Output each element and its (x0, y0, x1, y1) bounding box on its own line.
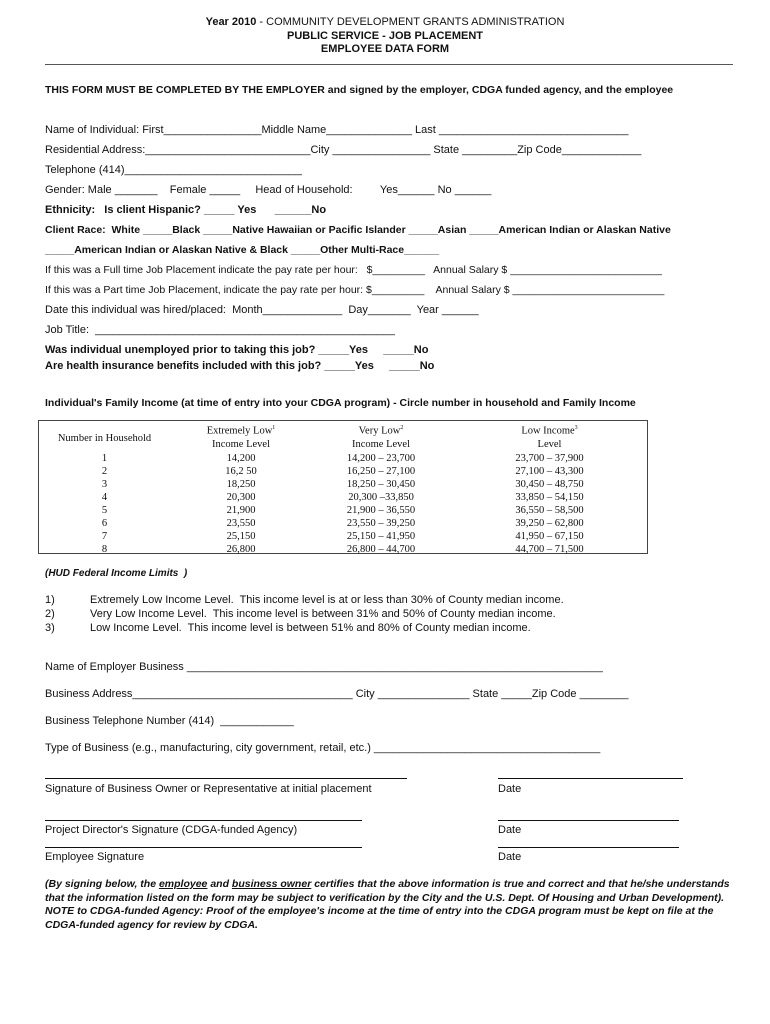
header-low-income: Low Income$^3$ Level (521, 425, 578, 450)
footnote-3-number: 3) (45, 622, 55, 634)
job-title-field[interactable]: Job Title: _________________________________________________ (45, 324, 395, 336)
table-cell: 30,450 – 48,750 (515, 478, 584, 490)
table-row[interactable] (38, 543, 648, 556)
table-cell: 6 (101, 517, 108, 529)
table-cell: 14,200 (226, 452, 256, 464)
employee-date-label: Date (498, 851, 522, 863)
income-table (38, 420, 648, 556)
business-phone-field[interactable]: Business Telephone Number (414) ____________ (45, 715, 294, 727)
director-date-label: Date (498, 824, 522, 836)
race-field-line2[interactable]: _____American Indian or Alaskan Native & Black _____Other Multi-Race______ (45, 244, 440, 256)
business-address-field[interactable]: Business Address____________________________________ City _______________ State _____Zip Code ________ (45, 688, 629, 700)
name-field[interactable]: Name of Individual: First________________Middle Name______________ Last _______________________________ (45, 124, 629, 136)
table-cell: 33,850 – 54,150 (515, 491, 584, 503)
footnote-1-text: Extremely Low Income Level. This income level is at or less than 30% of County median income. (90, 594, 564, 606)
table-cell: 20,300 (226, 491, 256, 503)
table-cell: 23,550 – 39,250 (346, 517, 416, 529)
instructions: THIS FORM MUST BE COMPLETED BY THE EMPLOYER and signed by the employer, CDGA funded agency, and the employee (45, 84, 674, 96)
race-field-line1[interactable]: Client Race: White _____Black _____Native Hawaiian or Pacific Islander _____Asian _____American Indian or Alaskan Native (45, 224, 671, 236)
form-name: EMPLOYEE DATA FORM (320, 43, 450, 55)
owner-signature-label: Signature of Business Owner or Representative at initial placement (45, 783, 372, 795)
table-cell: 7 (101, 530, 108, 542)
table-cell: 8 (101, 543, 108, 555)
employee-date-line[interactable] (498, 847, 679, 848)
header-extremely-low: Extremely Low$^1$ Income Level (206, 425, 276, 450)
employee-signature-label: Employee Signature (45, 851, 145, 863)
table-cell: 18,250 – 30,450 (346, 478, 416, 490)
table-cell: 4 (101, 491, 108, 503)
table-cell: 16,2 50 (225, 465, 257, 477)
table-cell: 27,100 – 43,300 (515, 465, 584, 477)
table-row[interactable] (38, 452, 648, 465)
employee-signature-line[interactable] (45, 847, 362, 848)
form-subtitle: PUBLIC SERVICE - JOB PLACEMENT (287, 30, 483, 42)
parttime-pay-field[interactable]: If this was a Part time Job Placement, indicate the pay rate per hour: $_________ Annual Salary $ __________________________ (45, 284, 665, 296)
gender-field[interactable]: Gender: Male _______ Female _____ Head of Household: Yes______ No ______ (45, 184, 492, 196)
table-cell: 44,700 – 71,500 (515, 543, 584, 555)
table-cell: 16,250 – 27,100 (346, 465, 416, 477)
director-signature-line[interactable] (45, 820, 362, 821)
table-cell: 23,550 (226, 517, 256, 529)
footnote-2-number: 2) (45, 608, 55, 620)
table-cell: 36,550 – 58,500 (515, 504, 584, 516)
header-very-low: Very Low$^2$ Income Level (351, 425, 410, 450)
header-household: Number in Household (57, 432, 152, 444)
footnote-1-number: 1) (45, 594, 55, 606)
table-cell: 5 (101, 504, 108, 516)
owner-date-label: Date (498, 783, 522, 795)
table-cell: 26,800 (226, 543, 256, 555)
table-cell: 14,200 – 23,700 (346, 452, 416, 464)
table-cell: 41,950 – 67,150 (515, 530, 584, 542)
table-cell: 23,700 – 37,900 (515, 452, 584, 464)
table-cell: 39,250 – 62,800 (515, 517, 584, 529)
health-insurance-question[interactable]: Are health insurance benefits included with this job? _____Yes _____No (45, 360, 435, 372)
table-row[interactable] (38, 491, 648, 504)
table-row[interactable] (38, 530, 648, 543)
certification-note: (By signing below, the employee and business owner certifies that the above information is true and correct and that he/she understands that the information listed on the form may be subject to verification by the City and the U.S. Dept. Of Housing and Urban Development). NOTE to CDGA-funded Agency: Proof of the employee's income at the time of entry into the CDGA program must be kept on file at the CDGA-funded agency for review by CDGA. (45, 878, 730, 931)
table-cell: 25,150 – 41,950 (346, 530, 416, 542)
hire-date-field[interactable]: Date this individual was hired/placed: Month_____________ Day_______ Year ______ (45, 304, 479, 316)
table-cell: 18,250 (226, 478, 256, 490)
header-divider (45, 64, 733, 65)
director-signature-label: Project Director's Signature (CDGA-funded Agency) (45, 824, 298, 836)
unemployed-question[interactable]: Was individual unemployed prior to taking this job? _____Yes _____No (45, 344, 429, 356)
form-year: Year 2010 (205, 16, 257, 28)
footnote-3-text: Low Income Level. This income level is between 51% and 80% of County median income. (90, 622, 531, 634)
fulltime-pay-field[interactable]: If this was a Full time Job Placement indicate the pay rate per hour: $_________ Annual Salary $ __________________________ (45, 264, 663, 276)
footnote-2-text: Very Low Income Level. This income level is between 31% and 50% of County median income. (90, 608, 556, 620)
address-field[interactable]: Residential Address:___________________________City ________________ State _________Zip Code_____________ (45, 144, 642, 156)
table-cell: 3 (101, 478, 108, 490)
table-cell: 20,300 –33,850 (348, 491, 414, 503)
form-title (0, 16, 770, 28)
business-type-field[interactable]: Type of Business (e.g., manufacturing, city government, retail, etc.) _____________________________________ (45, 742, 601, 754)
table-row[interactable] (38, 504, 648, 517)
table-cell: 21,900 – 36,550 (346, 504, 416, 516)
owner-signature-line[interactable] (45, 778, 407, 779)
table-row[interactable] (38, 478, 648, 491)
owner-date-line[interactable] (498, 778, 683, 779)
form-agency: - COMMUNITY DEVELOPMENT GRANTS ADMINISTRATION (256, 16, 565, 28)
director-date-line[interactable] (498, 820, 679, 821)
table-cell: 26,800 – 44,700 (346, 543, 416, 555)
hud-note: (HUD Federal Income Limits ) (45, 568, 188, 579)
ethnicity-field[interactable]: Ethnicity: Is client Hispanic? _____ Yes ______No (45, 204, 327, 216)
table-cell: 21,900 (226, 504, 256, 516)
table-row[interactable] (38, 465, 648, 478)
telephone-field[interactable]: Telephone (414)_____________________________ (45, 164, 302, 176)
table-cell: 1 (101, 452, 108, 464)
table-cell: 25,150 (226, 530, 256, 542)
table-row[interactable] (38, 517, 648, 530)
employer-name-field[interactable]: Name of Employer Business ____________________________________________________________________ (45, 661, 603, 673)
table-cell: 2 (101, 465, 108, 477)
income-section-title: Individual's Family Income (at time of entry into your CDGA program) - Circle number in household and Family Income (45, 397, 636, 409)
